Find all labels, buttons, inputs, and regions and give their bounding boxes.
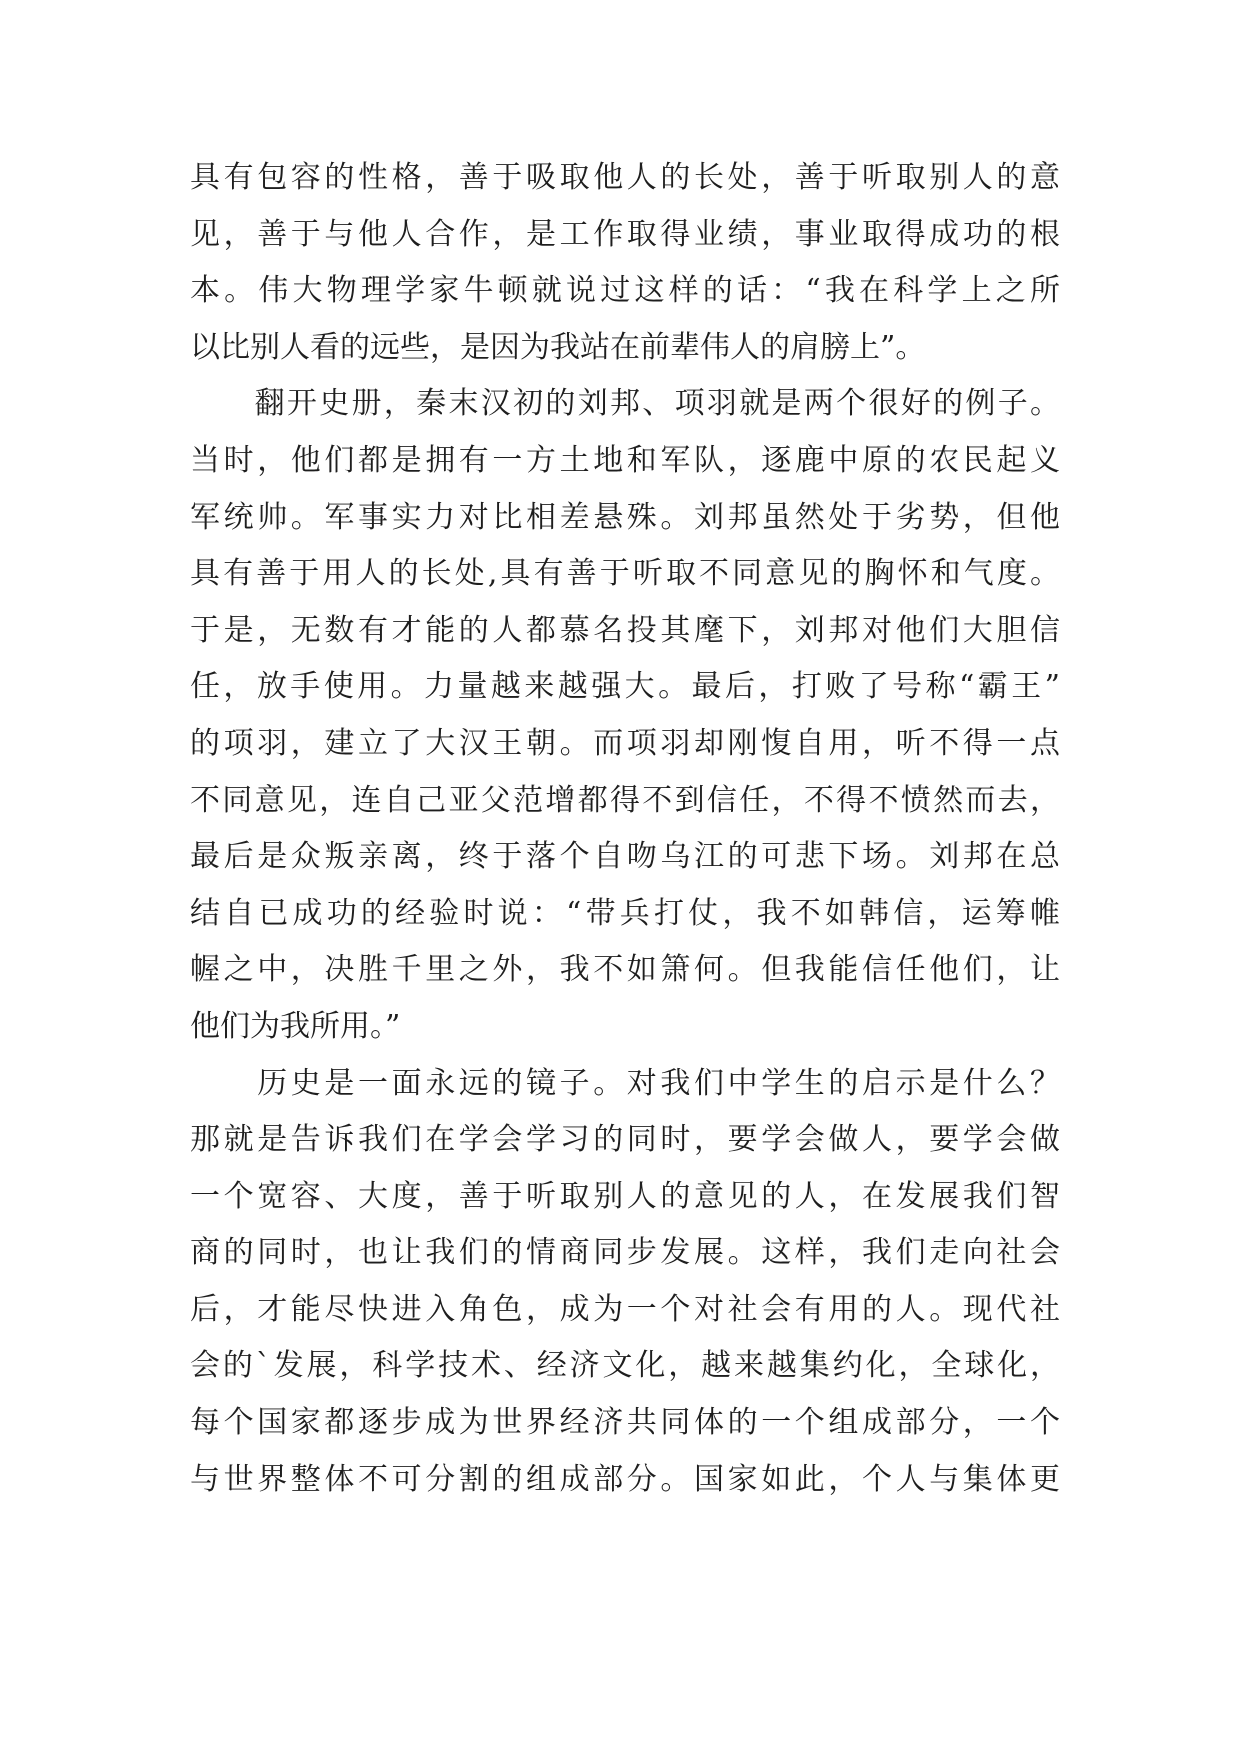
text-line: 的项羽，建立了大汉王朝。而项羽却刚愎自用，听不得一点 [190,725,1060,761]
text-line: 不同意见，连自己亚父范增都得不到信任，不得不愤然而去， [190,782,1060,818]
text-line: 与世界整体不可分割的组成部分。国家如此，个人与集体更 [190,1461,1060,1497]
text-line: 每个国家都逐步成为世界经济共同体的一个组成部分，一个 [190,1405,1060,1441]
text-line: 他们为我所用。” [190,1008,401,1044]
text-line: 最后是众叛亲离，终于落个自吻乌江的可悲下场。刘邦在总 [190,839,1060,875]
text-line: 见，善于与他人合作，是工作取得业绩，事业取得成功的根 [190,216,1060,252]
text-line: 翻开史册，秦末汉初的刘邦、项羽就是两个很好的例子。 [190,386,1060,422]
text-line: 幄之中，决胜千里之外，我不如箫何。但我能信任他们，让 [190,952,1060,988]
text-line: 后，才能尽快进入角色，成为一个对社会有用的人。现代社 [190,1291,1060,1327]
text-line: 历史是一面永远的镜子。对我们中学生的启示是什么？ [190,1065,1060,1101]
document-body [190,150,1060,1508]
text-line: 一个宽容、大度，善于听取别人的意见的人，在发展我们智 [190,1178,1060,1214]
text-line: 以比别人看的远些，是因为我站在前辈伟人的肩膀上”。 [190,329,926,365]
text-line: 会的`发展，科学技术、经济文化，越来越集约化，全球化， [190,1348,1060,1384]
text-line: 商的同时，也让我们的情商同步发展。这样，我们走向社会 [190,1235,1060,1271]
text-line: 具有包容的性格，善于吸取他人的长处，善于听取别人的意 [190,160,1060,195]
text-line: 那就是告诉我们在学会学习的同时，要学会做人，要学会做 [190,1122,1060,1158]
text-line: 任，放手使用。力量越来越强大。最后，打败了号称“霸王” [190,669,1060,705]
text-line: 具有善于用人的长处,具有善于听取不同意见的胸怀和气度。 [190,556,1060,592]
text-line: 于是，无数有才能的人都慕名投其麾下，刘邦对他们大胆信 [190,612,1060,648]
text-line: 军统帅。军事实力对比相差悬殊。刘邦虽然处于劣势，但他 [190,499,1060,535]
text-line: 本。伟大物理学家牛顿就说过这样的话：“我在科学上之所 [190,273,1060,309]
text-line: 结自已成功的经验时说：“带兵打仗，我不如韩信，运筹帷 [190,895,1060,931]
text-line: 当时，他们都是拥有一方土地和军队，逐鹿中原的农民起义 [190,442,1060,478]
